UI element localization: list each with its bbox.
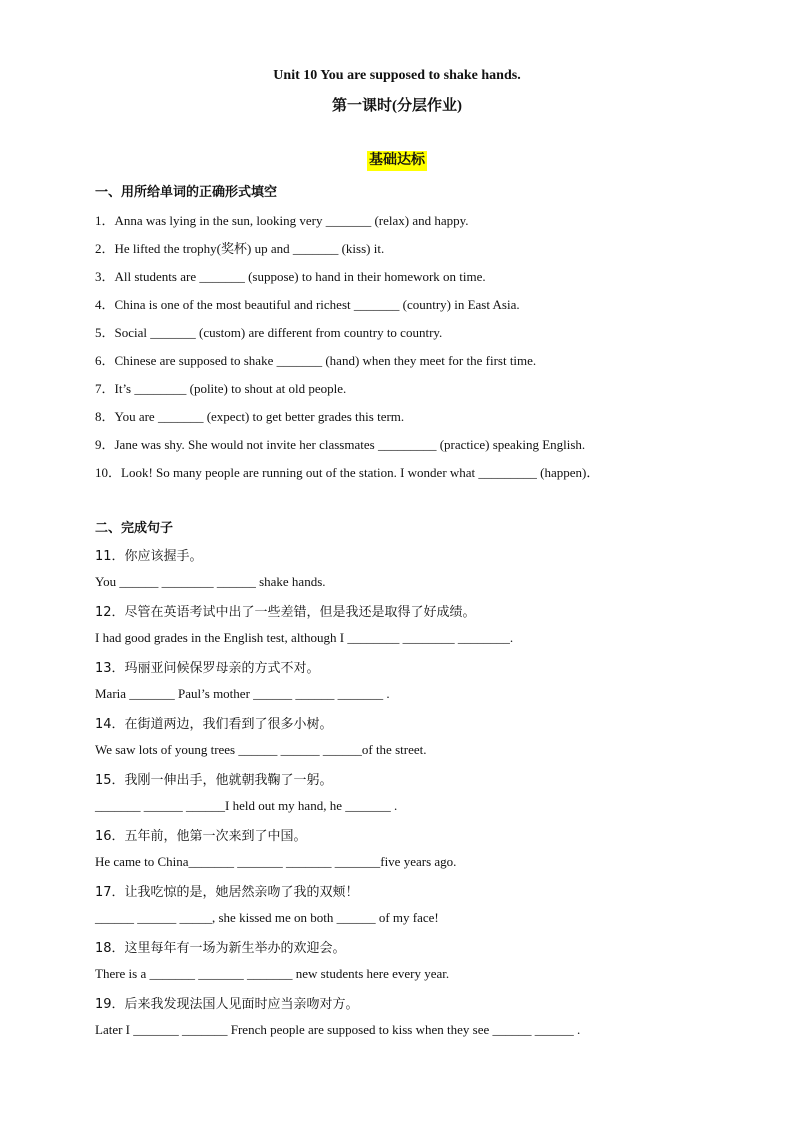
exercise-item-10: 10．Look! So many people are running out of the station. I wonder what _________ (happen)． — [95, 465, 600, 480]
translation-prompt-14: 14．在街道两边，我们看到了很多小树。 — [95, 717, 333, 732]
sentence-completion-19: Later I _______ _______ French people are supposed to kiss when they see ______ ______ . — [95, 1022, 581, 1037]
exercise-item-9: 9．Jane was shy. She would not invite her classmates _________ (practice) speaking English. — [95, 437, 586, 452]
level-badge: 基础达标 — [367, 151, 427, 171]
translation-prompt-11: 11．你应该握手。 — [95, 549, 203, 564]
lesson-subtitle: 第一课时(分层作业) — [332, 98, 462, 114]
sentence-completion-14: We saw lots of young trees ______ ______ ______of the street. — [95, 742, 427, 757]
sentence-completion-16: He came to China_______ _______ _______ _______five years ago. — [95, 854, 457, 869]
sentence-completion-18: There is a _______ _______ _______ new students here every year. — [95, 966, 450, 981]
translation-prompt-13: 13．玛丽亚问候保罗母亲的方式不对。 — [95, 661, 320, 676]
translation-prompt-15: 15．我刚一伸出手，他就朝我鞠了一躬。 — [95, 773, 333, 788]
exercise-item-1: 1．Anna was lying in the sun, looking very _______ (relax) and happy. — [95, 213, 469, 228]
sentence-completion-13: Maria _______ Paul’s mother ______ ______ _______ . — [95, 686, 390, 701]
sentence-completion-12: I had good grades in the English test, although I ________ ________ ________. — [95, 630, 514, 645]
translation-prompt-19: 19．后来我发现法国人见面时应当亲吻对方。 — [95, 997, 359, 1012]
translation-prompt-12: 12．尽管在英语考试中出了一些差错，但是我还是取得了好成绩。 — [95, 605, 476, 620]
section-2-heading: 二、完成句子 — [95, 521, 174, 536]
exercise-item-3: 3．All students are _______ (suppose) to hand in their homework on time. — [95, 269, 486, 284]
translation-prompt-18: 18．这里每年有一场为新生举办的欢迎会。 — [95, 941, 346, 956]
sentence-completion-11: You ______ ________ ______ shake hands. — [95, 574, 326, 589]
exercise-item-4: 4．China is one of the most beautiful and richest _______ (country) in East Asia. — [95, 297, 520, 312]
exercise-item-2: 2．He lifted the trophy(奖杯) up and _______ (kiss) it. — [95, 241, 385, 256]
translation-prompt-17: 17．让我吃惊的是，她居然亲吻了我的双颊！ — [95, 885, 359, 900]
exercise-item-8: 8．You are _______ (expect) to get better grades this term. — [95, 409, 405, 424]
section-1-heading: 一、用所给单词的正确形式填空 — [95, 185, 278, 200]
sentence-completion-15: _______ ______ ______I held out my hand, he _______ . — [95, 798, 398, 813]
translation-prompt-16: 16．五年前，他第一次来到了中国。 — [95, 829, 307, 844]
exercise-item-5: 5．Social _______ (custom) are different from country to country. — [95, 325, 443, 340]
exercise-item-6: 6．Chinese are supposed to shake _______ (hand) when they meet for the first time. — [95, 353, 537, 368]
level-badge-wrap — [0, 151, 794, 171]
exercise-item-7: 7．It’s ________ (polite) to shout at old people. — [95, 381, 347, 396]
unit-title: Unit 10 You are supposed to shake hands. — [273, 68, 521, 83]
sentence-completion-17: ______ ______ _____, she kissed me on both ______ of my face! — [95, 910, 439, 925]
